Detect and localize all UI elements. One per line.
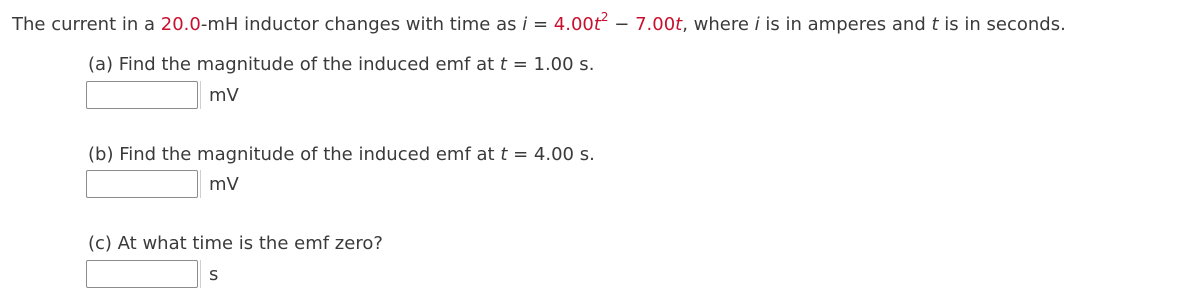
question-b-value: = 4.00 s.	[507, 144, 595, 165]
question-c-text: (c) At what time is the emf zero?	[88, 233, 383, 254]
equals-sign: =	[527, 14, 554, 35]
var-t-linear: t	[675, 14, 683, 35]
answer-c-input[interactable]	[86, 260, 198, 288]
intro-text-3: , where	[682, 14, 755, 35]
answer-b-input[interactable]	[86, 170, 198, 198]
question-a-text: (a) Find the magnitude of the induced emf at	[88, 54, 500, 75]
intro-text-1: The current in a	[12, 14, 161, 35]
question-a-var-t: t	[499, 54, 507, 75]
question-b-var-t: t	[500, 144, 508, 165]
answer-b-row	[86, 169, 239, 199]
question-c	[88, 233, 383, 255]
answer-c-unit: s	[200, 260, 218, 288]
exponent: 2	[600, 10, 609, 24]
question-a	[88, 54, 594, 76]
question-b-text: (b) Find the magnitude of the induced emf at	[88, 144, 501, 165]
answer-a-input[interactable]	[86, 81, 198, 109]
var-t-3: t	[931, 14, 939, 35]
answer-a-row	[86, 80, 239, 110]
intro-text-2: -mH inductor changes with time as	[200, 14, 523, 35]
problem-statement	[12, 10, 1066, 36]
inductance-value: 20.0	[160, 14, 201, 35]
var-i-2: i	[754, 14, 760, 35]
coefficient-a: 4.00	[553, 14, 594, 35]
minus-sign: −	[608, 14, 636, 35]
coefficient-b: 7.00	[635, 14, 676, 35]
answer-c-row	[86, 259, 218, 289]
var-i: i	[522, 14, 528, 35]
var-t-squared: t	[593, 14, 601, 35]
intro-text-5: is in seconds.	[938, 14, 1066, 35]
intro-text-4: is in amperes and	[759, 14, 932, 35]
answer-a-unit: mV	[200, 81, 239, 109]
question-b	[88, 144, 595, 166]
answer-b-unit: mV	[200, 170, 239, 198]
question-a-value: = 1.00 s.	[506, 54, 595, 75]
